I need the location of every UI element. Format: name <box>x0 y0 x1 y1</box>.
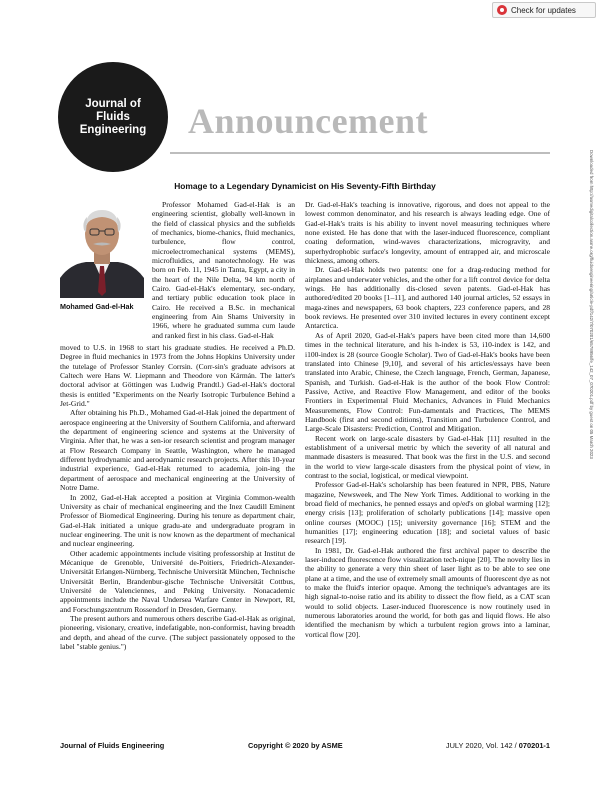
download-side-note <box>588 150 594 620</box>
footer-separator: / <box>514 741 519 750</box>
left-column <box>60 343 295 651</box>
intro-paragraph: Professor Mohamed Gad-el-Hak is an engineering scientist, globally well-known in the field of classical physics and the subfields of mechanics, biome-chanics, fluid mechanics, turbulence, flow control, microelectromechanical systems (MEMS), microfluidics, and nanotechnology. He was born on Feb. 11, 1945 in Tanta, Egypt, a city in the heart of the Nile Delta, 94 km north of Cairo. Gad-el-Hak's elementary, sec-ondary, and tertiary public education took place in Cairo. He received a B.Sc. in mechanical engineering from Ain Shams University in 1966, where he graduated summa cum laude and ranked first in his class. Gad-el-Hak <box>152 200 295 340</box>
right-paragraph-4: Recent work on large-scale disasters by Gad-el-Hak [11] resulted in the establishment of a universal metric by which the severity of all natural and manmade disasters is measured. That book was the first in the U.S. and second in the world to view large-scale disasters from the physical point of view, in contrast to the social, logistical, or medical viewpoint. <box>305 433 550 480</box>
footer-copyright: Copyright © 2020 by ASME <box>248 741 343 750</box>
section-heading: Announcement <box>188 101 429 141</box>
badge-line-1: Journal of <box>85 97 141 110</box>
heading-rule <box>170 152 550 154</box>
photo-caption: Mohamed Gad-el-Hak <box>60 302 134 311</box>
left-paragraph-5: The present authors and numerous others describe Gad-el-Hak as original, pioneering, visionary, creative, indefatigable, non-conformist, having breadth and depth, and ahead of the curve. (The subject passionately opposed to the label "stable genius.") <box>60 613 295 651</box>
article-title: Homage to a Legendary Dynamicist on His Seventy-Fifth Birthday <box>174 181 436 191</box>
left-paragraph-2: After obtaining his Ph.D., Mohamed Gad-el-Hak joined the department of aerospace engineering at the University of Southern California, and afterward the department of engineering science and systems at the University of Virginia. After that, he was a sen-ior research scientist and program manager at Flow Research Company in Seattle, Washington, where he managed different hydrodynamic and aerodynamic research projects. After this 10-year industrial experience, Gad-el-Hak returned to academia, join-ing the department of aerospace and mechanical engineering at the University of Notre Dame. <box>60 408 295 493</box>
footer-issue <box>446 741 550 750</box>
badge-line-2: Fluids <box>96 110 130 123</box>
side-note-text: Downloaded from http://asmedigitalcollection.asme.org/fluidsengineering/article-pdf/142/7/070201/6578956/fe_142_07_070201.pdf by guest on 05 March 2023 <box>589 150 594 459</box>
left-paragraph-4: Other academic appointments include visiting professorship at Institut de Mécanique de Grenoble, Université de-Poitiers, Friedrich-Alexander-Universität Erlangen-Nürnberg, Technische Universität München, Technische Universität Berlin, Brandenbur-gische Technische Universität Cottbus, Université de Valenciennes, and Peking University. Nonacademic appointments include the Naval Undersea Warfare Center in Newport, RI, and Forschungszentrum Rossendorf in Dresden, Germany. <box>60 548 295 614</box>
right-column <box>305 200 550 639</box>
footer-journal: Journal of Fluids Engineering <box>60 741 165 750</box>
right-paragraph-3: As of April 2020, Gad-el-Hak's papers have been cited more than 14,600 times in the technical literature, and his h-index is 53, i10-index is 142, and i100-index is 28 (source Google Scholar). Two of Gad-el-Hak's books have been translated into Chinese [9,10], and several of his articles/essays have been translated into Arabic, Chinese, the Czech language, French, German, Japanese, Spanish, and Turkish. Gad-el-Hak is the author of the book Flow Control: Passive, Active, and Reactive Flow Management, and editor of the books Frontiers in Experimental Fluid Mechanics, Advances in Fluid Mechanics Measurements, Flow Control: Fun-damentals and Practices, The MEMS Handbook (first and second editions), Transition and Turbulence Control, and Large-Scale Disasters: Prediction, Control and Mitigation. <box>305 330 550 434</box>
left-paragraph-1: moved to U.S. in 1968 to start his graduate studies. He received a Ph.D. Degree in fluid mechanics in 1973 from the Johns Hopkins University under the tutelage of Professor Stanley Corrsin. (Corr-sin's graduate advisors at Caltech were Hans W. Liepmann and Theodore von Kármán. The latter's doctoral advisor at Göttingen was Ludwig Prandtl.) Gad-el-Hak's doctoral thesis is entitled "Experiments on the Nearly Isotropic Turbulence Behind a Jet-Grid." <box>60 343 295 409</box>
author-photo <box>60 200 144 298</box>
badge-line-3: Engineering <box>79 123 147 136</box>
crossmark-icon <box>497 5 507 15</box>
right-paragraph-1: Dr. Gad-el-Hak's teaching is innovative, rigorous, and does not appeal to the lowest common denominator, and his research is always leading edge. One of Gad-el-Hak's traits is his ability to invent novel measuring techniques where none existed. He has done that with the laser-induced fluorescence, compliant coating deformation, wind-waves characterizations, microgravity, and superhydrophobic surface's longevity, amount of entrapped air, and microscale thickness, among others. <box>305 200 550 266</box>
right-paragraph-2: Dr. Gad-el-Hak holds two patents: one for a drag-reducing method for airplanes and underwater vehicles, and the other for a lift control device for delta wings. He has additionally dis-closed seven patents. Gad-el-Hak has authored/edited 20 books [1–11], and authored 140 journal articles, 52 essays in maga-zines and newspapers, 63 book chapters, 223 conference papers, and 28 book reviews. He presented over 310 invited lectures in every continent except Antarctica. <box>305 265 550 331</box>
right-paragraph-5: Professor Gad-el-Hak's scholarship has been featured in NPR, PBS, Nature magazine, Newsweek, and The New York Times. Additional to working in the broad field of mechanics, he penned essays and op/ed's on global warming [12]; energy crisis [13]; proliferation of scholarly publications [14]; massive open online courses (MOOC) [15]; university governance [16]; STEM and the humanities [17]; engineering education [18]; and societal values of basic research [19]. <box>305 480 550 546</box>
footer-issue-text: JULY 2020, Vol. 142 <box>445 741 513 750</box>
journal-badge <box>58 62 168 172</box>
left-paragraph-3: In 2002, Gad-el-Hak accepted a position at Virginia Common-wealth University as chair of mechanical engineering and the Inez Caudill Eminent Professor of Biomedical Engineering. During his tenure as department chair, Gad-el-Hak initiated a unique gradu-ate and undergraduate program in nuclear engineering. The unit is now known as the department of mechanical and nuclear engineering. <box>60 492 295 549</box>
check-for-updates-label: Check for updates <box>511 5 576 15</box>
footer-page-id: 070201-1 <box>518 741 550 750</box>
intro-paragraph-block <box>152 200 295 340</box>
portrait-image <box>60 200 144 298</box>
right-paragraph-6: In 1981, Dr. Gad-el-Hak authored the first archival paper to describe the laser-induced fluorescence flow visualization tech-nique [20]. The novelty lies in the ability to generate a very thin sheet of laser light as to be able to see one plane at a time, and the use of extremely small amounts of fluorescent dye as not to make the fluid's interior opaque. Among the technique's advantages are its high signal-to-noise ratio and its ability to dissect the flow field, as a CAT scan would to solid objects. Laser-induced fluorescence is now routinely used in numerous laboratories around the world, for both gas and liquid flows. He also identified the mechanism by which a turbulent region grows into a laminar, vortical flow [20]. <box>305 545 550 639</box>
check-for-updates-button[interactable] <box>492 2 596 18</box>
